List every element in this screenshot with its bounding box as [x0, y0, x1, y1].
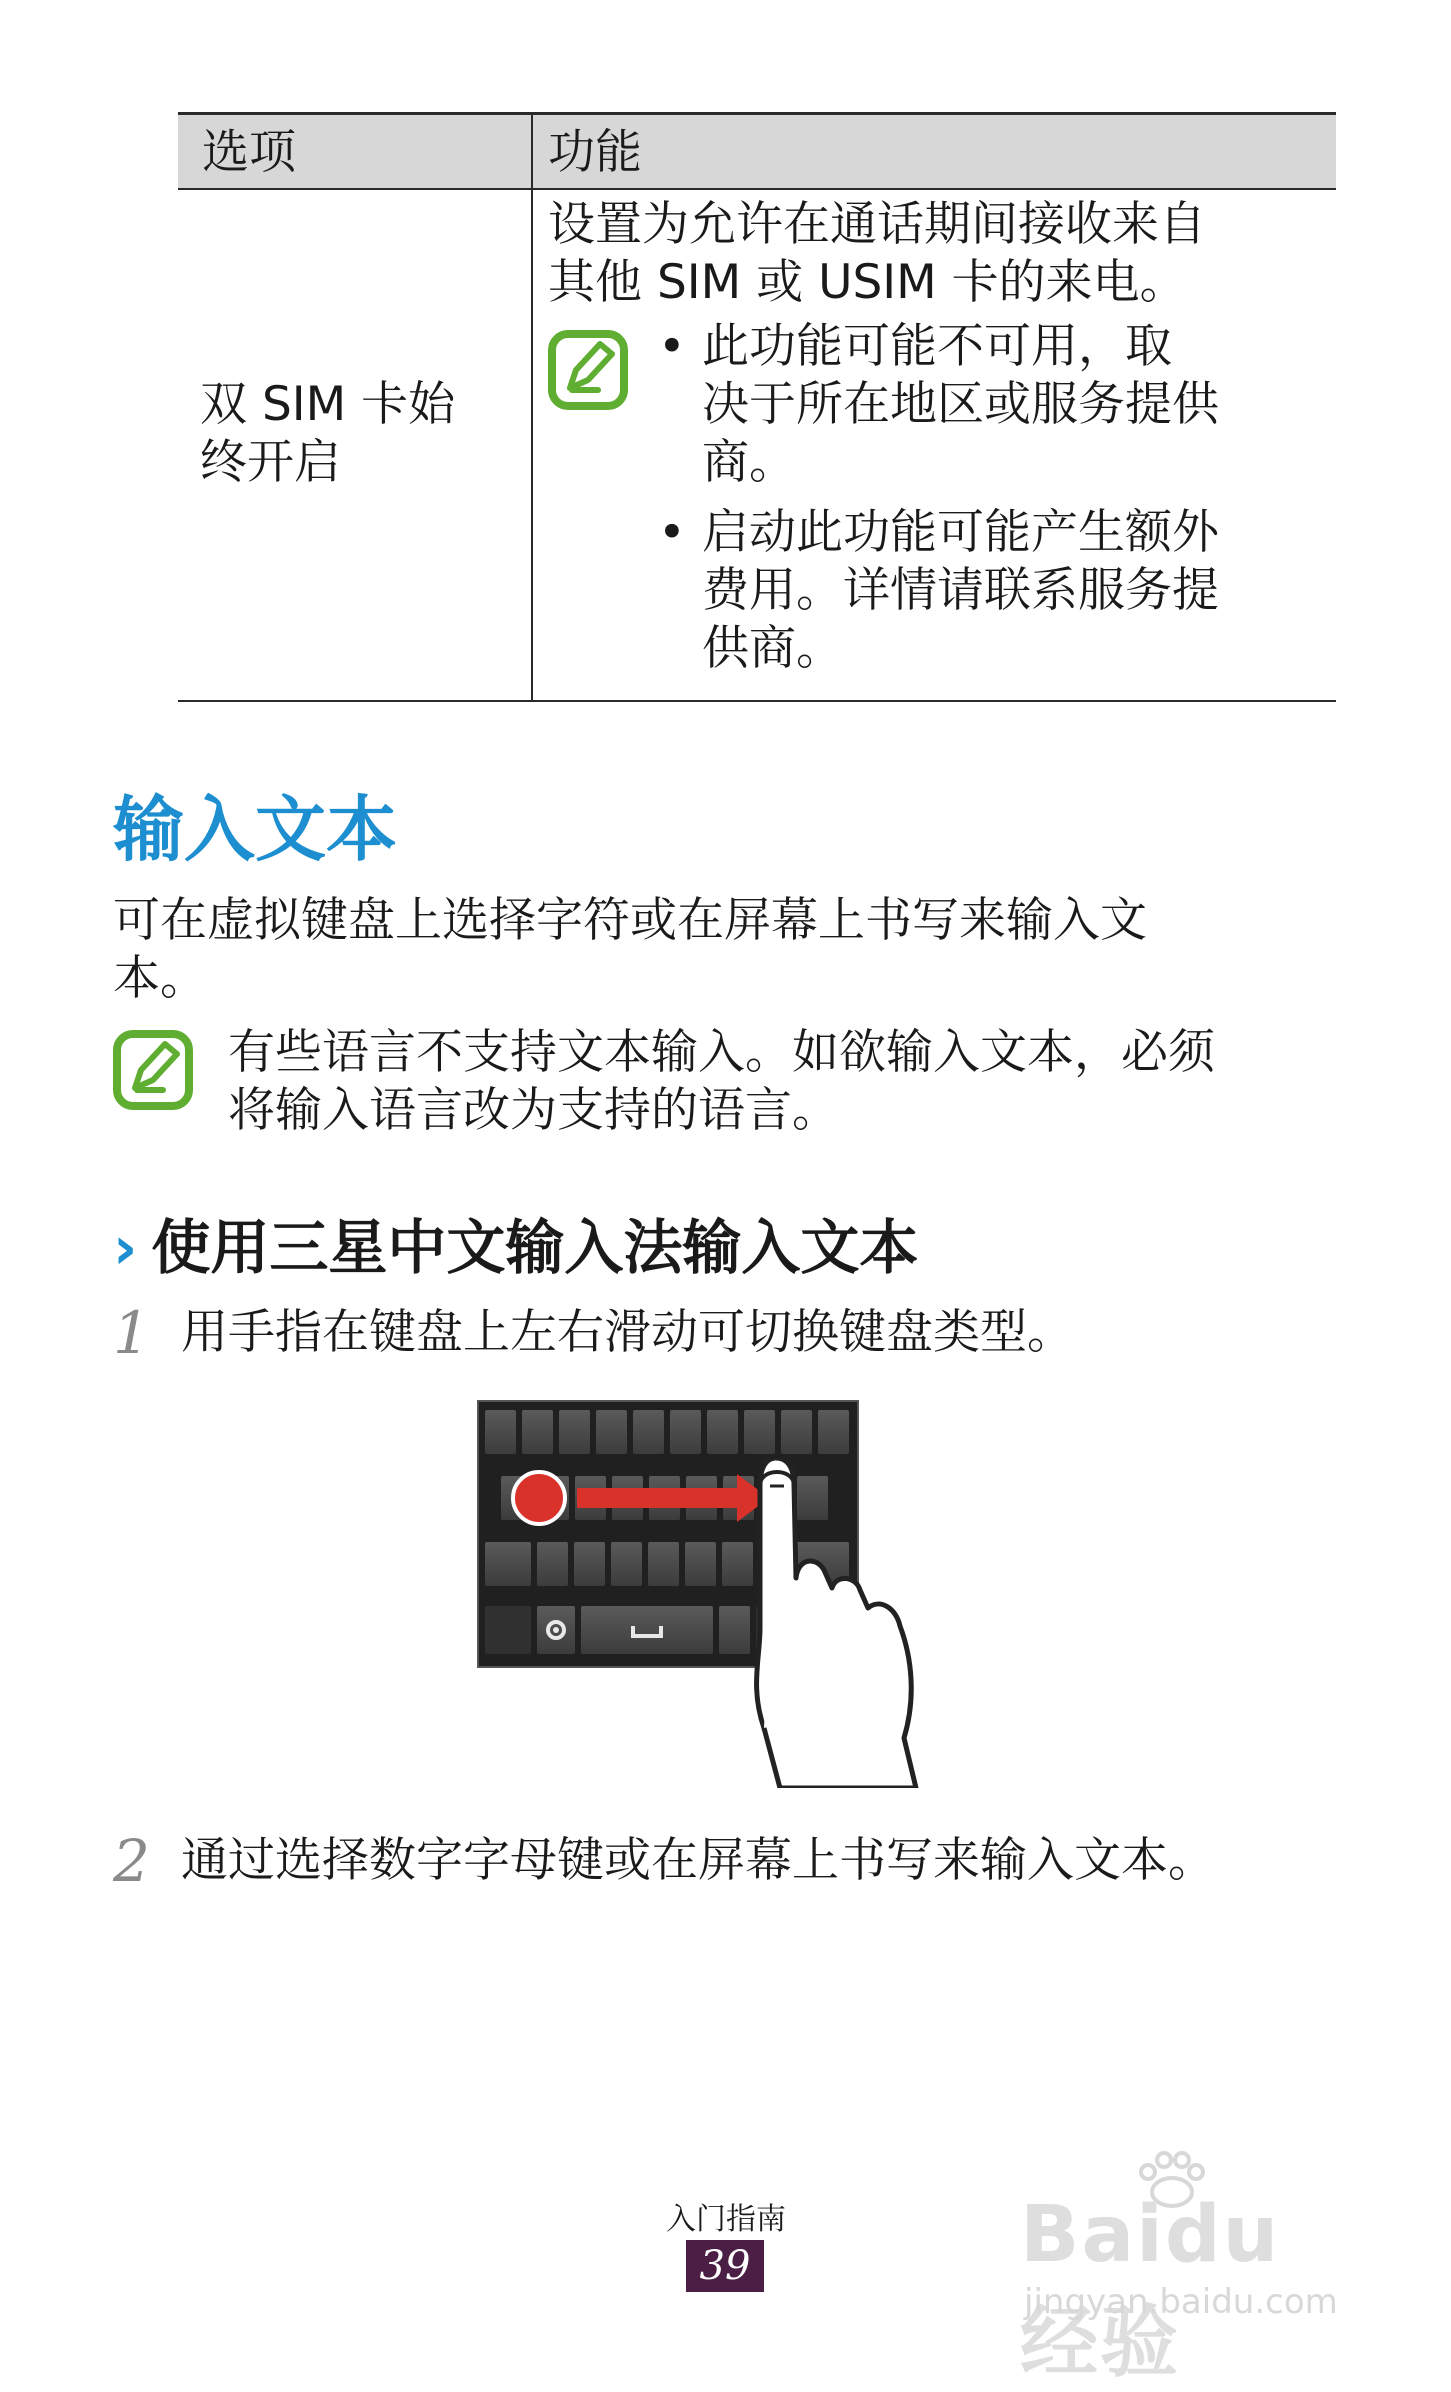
bullet-line: 费用。详情请联系服务提 [702, 563, 1219, 618]
watermark-sub: jingyan.baidu.com [1024, 2282, 1338, 2322]
function-line: 设置为允许在通话期间接收来自 [548, 197, 1206, 252]
section-intro [113, 892, 1303, 1008]
footer-label: 入门指南 [666, 2202, 786, 2237]
subsection-title-text: 使用三星中文输入法输入文本 [151, 1213, 919, 1282]
table-bottom-rule [178, 700, 1336, 702]
step-1 [113, 1298, 1074, 1368]
note-pencil-icon [548, 330, 628, 410]
header-option: 选项 [202, 125, 296, 180]
chevron-right-icon: › [113, 1213, 138, 1282]
function-line: 其他 SIM 或 USIM 卡的来电。 [548, 255, 1187, 310]
header-function: 功能 [548, 125, 642, 180]
step-2 [113, 1826, 1215, 1896]
watermark [1020, 2150, 1360, 2388]
bullet-symbol: • [658, 319, 686, 374]
note-pencil-icon [113, 1030, 193, 1110]
options-table [178, 112, 1336, 702]
section-title: 输入文本 [113, 788, 398, 871]
option-line: 终开启 [200, 435, 341, 490]
row-function-cell [548, 196, 1318, 312]
step-text: 用手指在键盘上左右滑动可切换键盘类型。 [181, 1305, 1074, 1360]
intro-line: 可在虚拟键盘上选择字符或在屏幕上书写来输入文 [113, 893, 1147, 948]
bullet-text [702, 504, 1312, 678]
section-note [228, 1024, 1338, 1140]
table-header [178, 112, 1336, 190]
bullet-line: 决于所在地区或服务提供 [702, 377, 1219, 432]
note-line: 将输入语言改为支持的语言。 [228, 1083, 839, 1138]
subsection-title [113, 1208, 918, 1288]
option-line: 双 SIM 卡始 [200, 377, 456, 432]
step-number: 2 [113, 1827, 150, 1895]
bullet-text [702, 318, 1312, 492]
hand-pointer-icon [740, 1458, 960, 1788]
step-number: 1 [113, 1299, 150, 1367]
step-text: 通过选择数字字母键或在屏幕上书写来输入文本。 [181, 1833, 1215, 1888]
bullet-line: 此功能可能不可用，取 [702, 319, 1172, 374]
watermark-main: Baidu经验 [1020, 2190, 1281, 2388]
note-line: 有些语言不支持文本输入。如欲输入文本，必须 [228, 1025, 1215, 1080]
intro-line: 本。 [113, 951, 207, 1006]
row-option-cell [200, 376, 520, 492]
bullet-line: 供商。 [702, 621, 843, 676]
bullet-symbol: • [658, 505, 686, 560]
column-divider [531, 112, 533, 702]
page-number: 39 [686, 2240, 764, 2292]
bullet-line: 商。 [702, 435, 796, 490]
bullet-line: 启动此功能可能产生额外 [702, 505, 1219, 560]
